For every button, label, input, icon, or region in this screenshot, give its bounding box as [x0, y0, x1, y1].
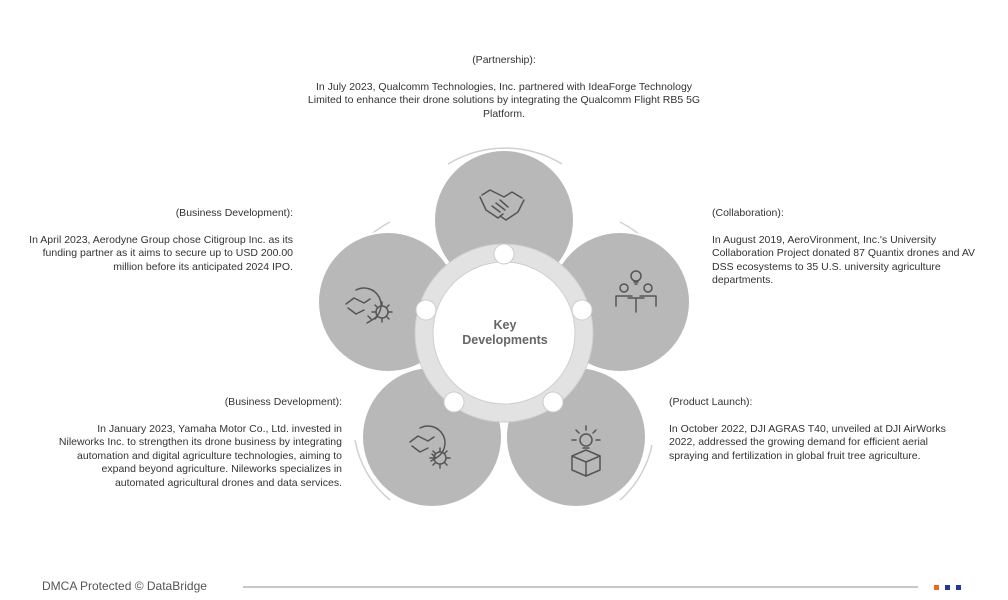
footer-square-blue — [945, 585, 950, 590]
connector-dot-bottom-right — [543, 392, 563, 412]
development-heading: (Product Launch): — [669, 396, 753, 408]
development-heading: (Business Development): — [175, 207, 293, 219]
center-title-line2: Developments — [462, 333, 548, 347]
connector-dot-right — [572, 300, 592, 320]
development-business-aerodyne — [12, 207, 293, 274]
development-body: In October 2022, DJI AGRAS T40, unveiled at DJI AirWorks 2022, addressed the growing demand for efficient aerial spraying and fertilization in global fruit tree agriculture. — [669, 422, 946, 462]
connector-dot-bottom-left — [444, 392, 464, 412]
development-business-yamaha — [52, 396, 342, 490]
development-body: In July 2023, Qualcomm Technologies, Inc. partnered with IdeaForge Technology Limited to enhance their drone solutions by integrating the Qualcomm Flight RB5 5G Platform. — [307, 80, 701, 120]
connector-dot-top — [494, 244, 514, 264]
center-title-line1: Key — [493, 318, 517, 332]
footer-square-navy — [956, 585, 961, 590]
development-body: In August 2019, AeroVironment, Inc.'s University Collaboration Project donated 87 Quantix drones and AV DSS ecosystems to 35 U.S. university agriculture departments. — [712, 233, 976, 286]
connector-dot-left — [416, 300, 436, 320]
development-body: In January 2023, Yamaha Motor Co., Ltd. invested in Nileworks Inc. to strengthen its drone business by integrating automation and digital agriculture technologies, aiming to expand beyond agriculture. Nileworks specializes in automated agricultural drones and data services. — [58, 422, 342, 489]
footer-copyright: DMCA Protected © DataBridge — [42, 579, 207, 593]
center-title — [445, 318, 565, 348]
development-collaboration — [712, 207, 997, 288]
development-partnership — [305, 54, 703, 121]
development-heading: (Business Development): — [224, 396, 342, 408]
development-body: In April 2023, Aerodyne Group chose Citigroup Inc. as its funding partner as it aims to secure up to USD 200.00 million before its anticipated 2024 IPO. — [29, 233, 293, 273]
development-heading: (Partnership): — [472, 54, 536, 66]
footer-square-orange — [934, 585, 939, 590]
development-product-launch — [669, 396, 959, 463]
development-heading: (Collaboration): — [712, 207, 784, 219]
footer-divider — [243, 586, 918, 588]
